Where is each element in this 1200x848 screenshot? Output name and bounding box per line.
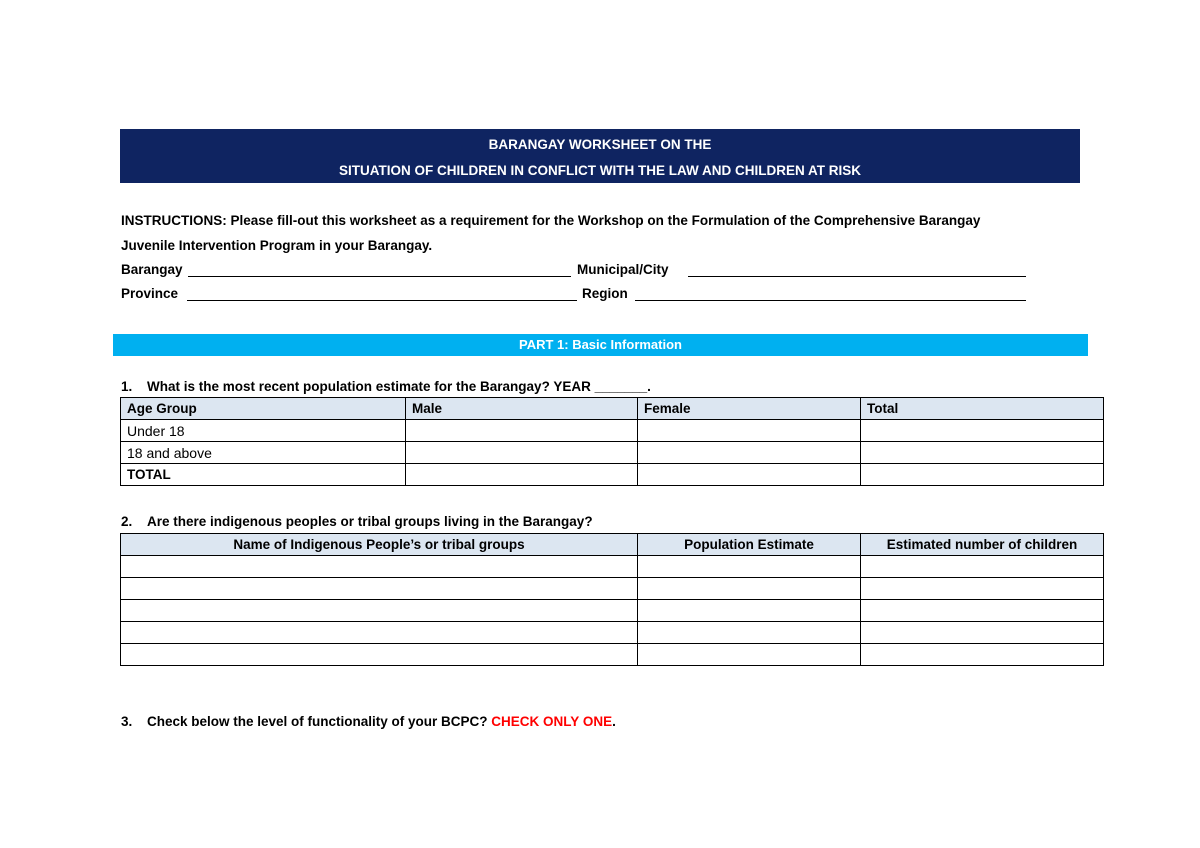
row-label-18-above: 18 and above [121, 442, 406, 464]
indigenous-table-header [121, 534, 1104, 556]
population-table-header [121, 398, 1104, 420]
cell-male-total[interactable] [406, 464, 638, 486]
barangay-field[interactable] [188, 276, 571, 277]
cell-children[interactable] [861, 622, 1104, 644]
province-field[interactable] [187, 300, 577, 301]
question-1-number: 1. [121, 379, 133, 394]
cell-ip-name[interactable] [121, 600, 638, 622]
cell-children[interactable] [861, 556, 1104, 578]
region-field[interactable] [635, 300, 1026, 301]
region-label: Region [582, 286, 628, 301]
cell-female-18-above[interactable] [638, 442, 861, 464]
col-population-estimate: Population Estimate [638, 534, 861, 556]
question-3-number: 3. [121, 714, 133, 729]
year-blank[interactable]: _______ [594, 379, 648, 394]
instructions-line-1: INSTRUCTIONS: Please fill-out this worksheet as a requirement for the Workshop on the Formulation of the Comprehensive Barangay [121, 213, 981, 228]
indigenous-table [120, 533, 1104, 666]
cell-ip-name[interactable] [121, 578, 638, 600]
question-1 [121, 379, 651, 394]
row-label-under-18: Under 18 [121, 420, 406, 442]
question-1-end: . [647, 379, 651, 394]
question-3-text: Check below the level of functionality of your BCPC? [147, 714, 492, 729]
table-row [121, 464, 1104, 486]
table-row [121, 420, 1104, 442]
question-1-text: What is the most recent population estimate for the Barangay? YEAR [147, 379, 595, 394]
col-ip-name: Name of Indigenous People’s or tribal groups [121, 534, 638, 556]
question-3 [121, 714, 616, 729]
table-row [121, 600, 1104, 622]
cell-ip-name[interactable] [121, 622, 638, 644]
col-male: Male [406, 398, 638, 420]
cell-ip-name[interactable] [121, 556, 638, 578]
table-row [121, 644, 1104, 666]
cell-population[interactable] [638, 556, 861, 578]
question-2-text: Are there indigenous peoples or tribal groups living in the Barangay? [147, 514, 593, 529]
cell-population[interactable] [638, 578, 861, 600]
check-only-one-note: CHECK ONLY ONE [491, 714, 613, 729]
cell-children[interactable] [861, 600, 1104, 622]
col-total: Total [861, 398, 1104, 420]
cell-total-18-above[interactable] [861, 442, 1104, 464]
col-age-group: Age Group [121, 398, 406, 420]
cell-female-total[interactable] [638, 464, 861, 486]
cell-female-under-18[interactable] [638, 420, 861, 442]
municipal-city-label: Municipal/City [577, 262, 669, 277]
population-table [120, 397, 1104, 486]
cell-grand-total[interactable] [861, 464, 1104, 486]
row-label-total: TOTAL [121, 464, 406, 486]
table-row [121, 622, 1104, 644]
title-line-2: SITUATION OF CHILDREN IN CONFLICT WITH THE LAW AND CHILDREN AT RISK [339, 163, 861, 178]
question-2-number: 2. [121, 514, 133, 529]
cell-population[interactable] [638, 622, 861, 644]
cell-male-18-above[interactable] [406, 442, 638, 464]
cell-total-under-18[interactable] [861, 420, 1104, 442]
province-label: Province [121, 286, 179, 301]
table-row [121, 442, 1104, 464]
col-estimated-children: Estimated number of children [861, 534, 1104, 556]
cell-population[interactable] [638, 644, 861, 666]
table-row [121, 578, 1104, 600]
question-3-end: . [612, 714, 616, 729]
municipal-city-field[interactable] [688, 276, 1026, 277]
barangay-label: Barangay [121, 262, 183, 277]
question-2 [121, 514, 593, 529]
table-row [121, 556, 1104, 578]
cell-children[interactable] [861, 644, 1104, 666]
title-line-1: BARANGAY WORKSHEET ON THE [488, 137, 712, 152]
worksheet-title [120, 129, 1080, 183]
part1-header: PART 1: Basic Information [113, 334, 1088, 356]
cell-population[interactable] [638, 600, 861, 622]
cell-children[interactable] [861, 578, 1104, 600]
col-female: Female [638, 398, 861, 420]
cell-ip-name[interactable] [121, 644, 638, 666]
instructions-line-2: Juvenile Intervention Program in your Barangay. [121, 238, 433, 253]
cell-male-under-18[interactable] [406, 420, 638, 442]
